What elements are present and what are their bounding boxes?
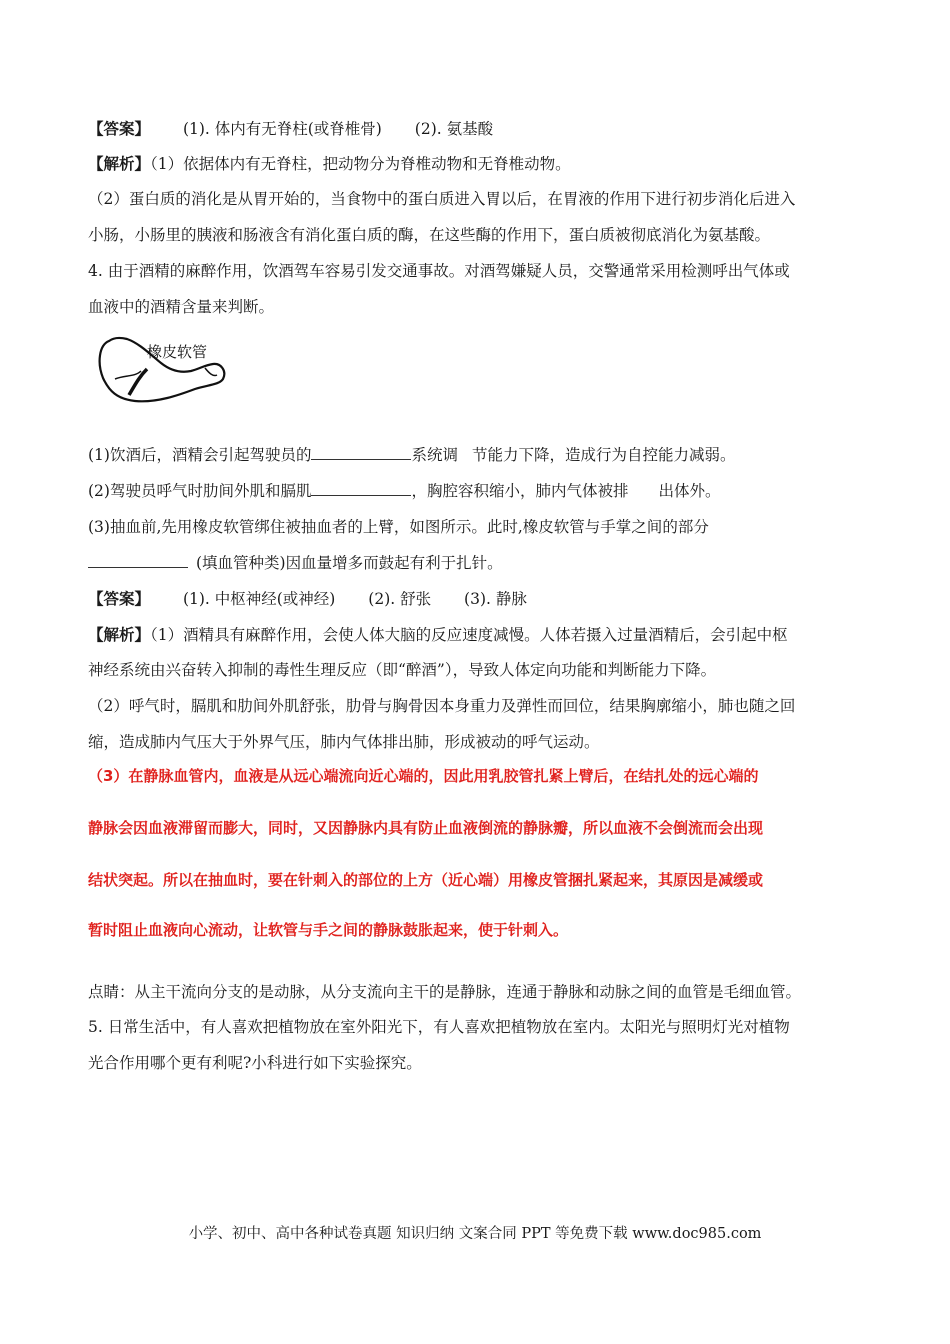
- sub2-text-c: 出体外。: [658, 482, 721, 500]
- analysis-tag: 【解析】: [88, 154, 151, 173]
- answer-tag: 【答案】: [88, 119, 151, 138]
- figure-label: 橡皮软管: [147, 343, 208, 361]
- q4-sub2: [88, 481, 721, 501]
- q3-analysis-line-1: [88, 154, 571, 174]
- analysis-text: （1）依据体内有无脊柱，把动物分为脊椎动物和无脊椎动物。: [150, 155, 571, 173]
- answer-item-1: (1). 体内有无脊柱(或脊椎骨): [182, 120, 382, 138]
- q4-analysis-red-line-2: 静脉会因血液滞留而膨大，同时，又因静脉内具有防止血液倒流的静脉瓣，所以血液不会倒流而会出现: [88, 819, 764, 837]
- sub1-text-c: 节能力下降，造成行为自控能力减弱。: [471, 446, 736, 464]
- q5-stem-line-1: 5. 日常生活中，有人喜欢把植物放在室外阳光下，有人喜欢把植物放在室内。太阳光与照明灯光对植物: [88, 1018, 790, 1036]
- answer-item-2: (2). 氨基酸: [414, 120, 494, 138]
- q4-analysis-red-line-1: （3）在静脉血管内，血液是从远心端流向近心端的，因此用乳胶管扎紧上臂后，在结扎处的远心端的: [88, 767, 759, 785]
- analysis-tag: 【解析】: [88, 625, 151, 644]
- sub1-text-a: (1)饮酒后，酒精会引起驾驶员的: [88, 446, 312, 464]
- blank-2: [311, 481, 411, 496]
- sub1-text-b: 系统调: [411, 446, 458, 464]
- q4-analysis-line-3: （2）呼气时，膈肌和肋间外肌舒张，肋骨与胸骨因本身重力及弹性而回位，结果胸廓缩小，肺也随之回: [88, 697, 796, 715]
- answer-item-1: (1). 中枢神经(或神经): [182, 590, 336, 608]
- arm-rubber-tube-figure: [95, 333, 230, 408]
- answer-tag: 【答案】: [88, 589, 151, 608]
- q4-sub3-line-1: (3)抽血前,先用橡皮软管绑住被抽血者的上臂，如图所示。此时,橡皮软管与手掌之间的部分: [88, 518, 709, 536]
- q4-analysis-red-line-3: 结状突起。所以在抽血时，要在针刺入的部位的上方（近心端）用橡皮管捆扎紧起来，其原因是减缓或: [88, 871, 764, 889]
- blank-3: [88, 553, 188, 568]
- q5-stem-line-2: 光合作用哪个更有利呢?小科进行如下实验探究。: [88, 1054, 422, 1072]
- q4-analysis-line-1: [88, 625, 788, 645]
- arm-with-rubber-tube-drawing-icon: [95, 333, 230, 408]
- q4-analysis-red-line-4: 暂时阻止血液向心流动，让软管与手之间的静脉鼓胀起来，使于针刺入。: [88, 921, 569, 939]
- page-footer: 小学、初中、高中各种试卷真题 知识归纳 文案合同 PPT 等免费下载 www.doc985.com: [188, 1226, 762, 1242]
- sub3-text: (填血管种类)因血量增多而鼓起有利于扎针。: [196, 554, 503, 572]
- q4-sub3-line-2: [88, 553, 503, 573]
- q4-analysis-line-2: 神经系统由兴奋转入抑制的毒性生理反应（即“醉酒”），导致人体定向功能和判断能力下降。: [88, 661, 717, 679]
- sub2-text-a: (2)驾驶员呼气时肋间外肌和膈肌: [88, 482, 312, 500]
- q4-stem-line-2: 血液中的酒精含量来判断。: [88, 298, 275, 316]
- sub2-text-b: ，胸腔容积缩小，肺内气体被排: [411, 482, 629, 500]
- q3-answer-line: [88, 119, 493, 139]
- blank-1: [311, 445, 411, 460]
- q4-answer-line: [88, 589, 527, 609]
- analysis-text: （1）酒精具有麻醉作用，会使人体大脑的反应速度减慢。人体若摄入过量酒精后，会引起中枢: [150, 626, 788, 644]
- answer-item-3: (3). 静脉: [464, 590, 527, 608]
- q4-sub1: [88, 445, 736, 465]
- answer-item-2: (2). 舒张: [368, 590, 432, 608]
- q3-analysis-line-2: （2）蛋白质的消化是从胃开始的，当食物中的蛋白质进入胃以后，在胃液的作用下进行初步消化后进入: [88, 190, 796, 208]
- q4-stem-line-1: 4. 由于酒精的麻醉作用，饮酒驾车容易引发交通事故。对酒驾嫌疑人员，交警通常采用检测呼出气体或: [88, 262, 790, 280]
- q3-analysis-line-3: 小肠，小肠里的胰液和肠液含有消化蛋白质的酶，在这些酶的作用下，蛋白质被彻底消化为氨基酸。: [88, 226, 771, 244]
- tip-line: 点睛：从主干流向分支的是动脉，从分支流向主干的是静脉，连通于静脉和动脉之间的血管是毛细血管。: [88, 983, 802, 1001]
- q4-analysis-line-4: 缩，造成肺内气压大于外界气压，肺内气体排出肺，形成被动的呼气运动。: [88, 733, 600, 751]
